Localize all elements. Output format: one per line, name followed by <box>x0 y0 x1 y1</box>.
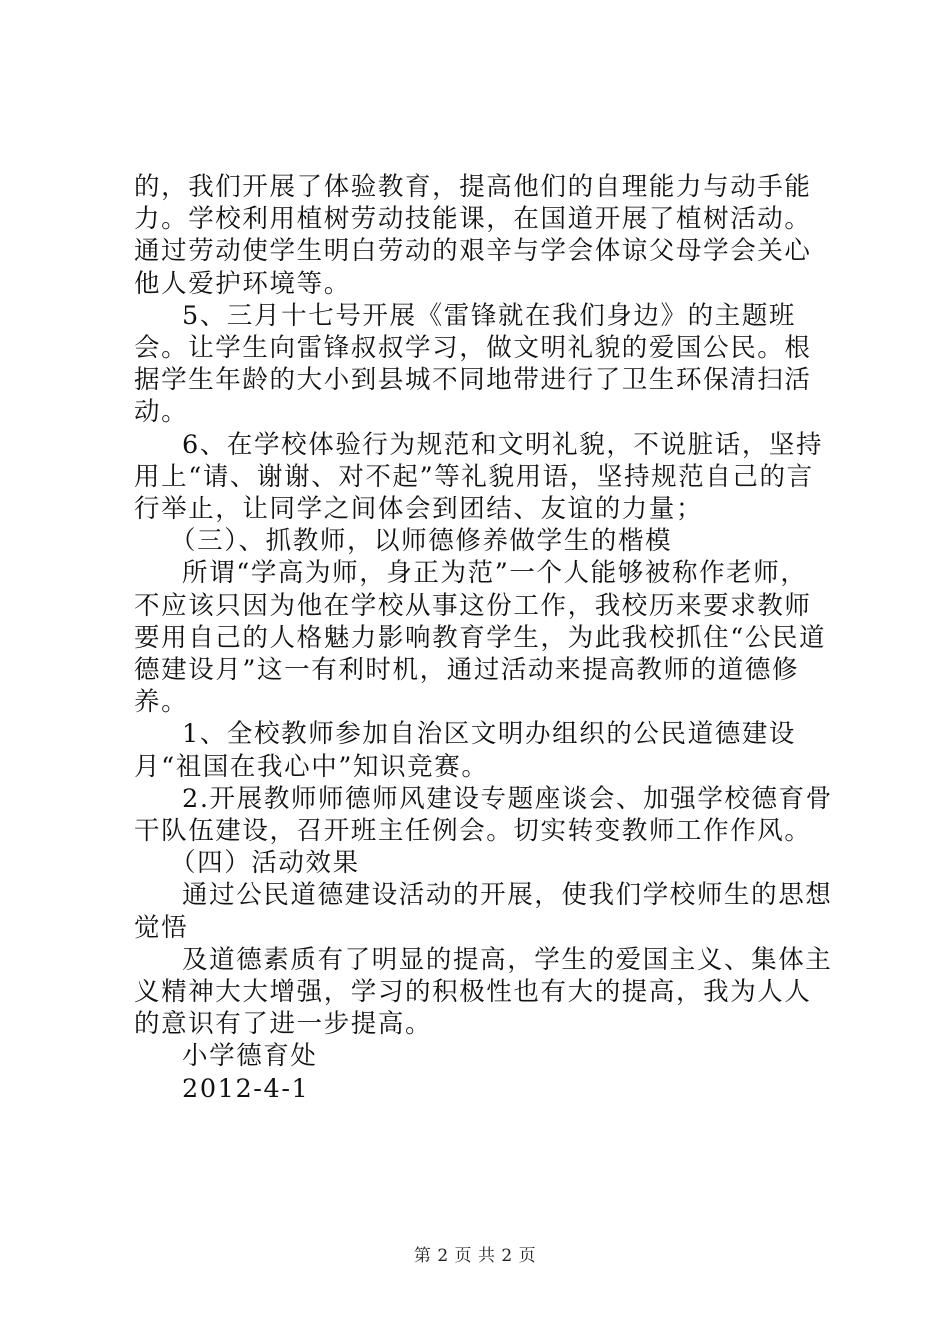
page-footer: 第 2 页 共 2 页 <box>413 1246 537 1266</box>
section-heading-four: （四）活动效果 <box>170 848 360 879</box>
paragraph-item-6: 6、在学校体验行为规范和文明礼貌，不说脏话，坚持用上“请、谢谢、对不起”等礼貌用语，坚持规范自己的言行举止，让同学之间体会到团结、友谊的力量； <box>134 429 824 525</box>
document-body <box>134 171 834 1105</box>
signature-date: 2012-4-1 <box>182 1073 310 1104</box>
signature-department: 小学德育处 <box>182 1041 318 1072</box>
paragraph-item-2: 2.开展教师师德师风建设专题座谈会、加强学校德育骨干队伍建设，召开班主任例会。切实转变教师工作作风。 <box>134 783 833 847</box>
paragraph-item-5: 5、三月十七号开展《雷锋就在我们身边》的主题班会。让学生向雷锋叔叔学习，做文明礼貌的爱国公民。根据学生年龄的大小到县城不同地带进行了卫生环保清扫活动。 <box>134 300 812 428</box>
paragraph-labor-education: 的，我们开展了体验教育，提高他们的自理能力与动手能力。学校利用植树劳动技能课，在国道开展了植树活动。通过劳动使学生明白劳动的艰辛与学会体谅父母学会关心他人爱护环境等。 <box>134 172 812 299</box>
paragraph-effect-intro: 通过公民道德建设活动的开展，使我们学校师生的思想觉悟 <box>134 880 833 943</box>
paragraph-effect-detail: 及道德素质有了明显的提高，学生的爱国主义、集体主义精神大大增强，学习的积极性也有大的提高，我为人人的意识有了进一步提高。 <box>134 944 833 1040</box>
section-heading-three: （三）、抓教师，以师德修养做学生的楷模 <box>170 526 673 557</box>
paragraph-teacher-ethics: 所谓“学高为师，身正为范”一个人能够被称作老师，不应该只因为他在学校从事这份工作，我校历来要求教师要用自己的人格魅力影响教育学生，为此我校抓住“公民道德建设月”这一有利时机，通过活动来提高教师的道德修养。 <box>134 558 827 718</box>
paragraph-item-1: 1、全校教师参加自治区文明办组织的公民道德建设月“祖国在我心中”知识竞赛。 <box>134 719 797 782</box>
